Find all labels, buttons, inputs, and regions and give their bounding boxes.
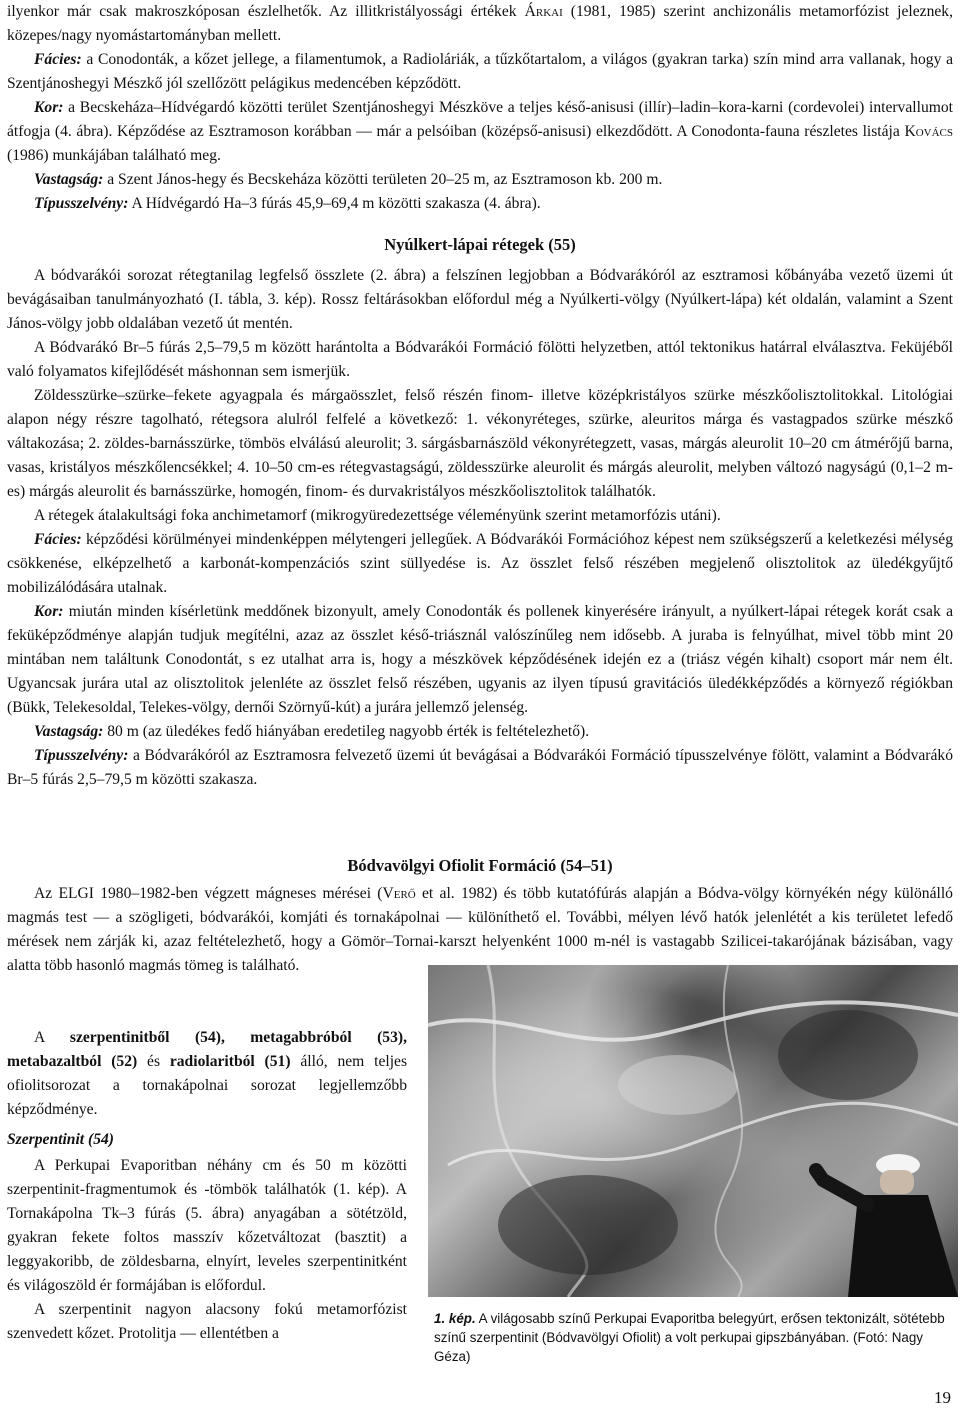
kor-paragraph: Kor: miután minden kísérletünk meddőnek bizonyult, amely Conodonták és pollenek kinyerésére irányult, a nyúlkert-lápai rétegek korát csak a feküképződménye alapján tudjuk megítélni, azaz az összlet késő-triásznál valószínűleg nem idősebb. A juraba is felnyúlhat, mivel több mint 20 mintában nem találtunk Conodontát, s ez utalhat arra is, hogy a mészkövek képződésének idején ez a (triász végén kihalt) csoport már nem élt. Ugyancsak jurára utal az olisztolitok jelenléte az összlet felső részében, ugyanis az ilyen típusú gravitációs üledékképződés a környező régiókban (Bükk, Telekesoldal, Telekes-völgy, dernői Szörnyű-kút) a jurára jellemző jelenség.	[7, 603, 953, 716]
paragraph: Az ELGI 1980–1982-ben végzett mágneses mérései (Verő et al. 1982) és több kutatófúrás alapján a Bódva-völgy környékén négy különálló magmás test — a szögligeti, bódvarákói, komjáti és tornakápolnai — különíthető el. További, mélyen lévő hatók jelenlétét a kis területet lefedő mérések nem zárják ki, azaz feltételezhető, hogy a Gömör–Tornai-karszt helyenként 1000 m-nél is vastagabb Szilicei-takarójának bázisában, vagy alatta több hasonló magmás tömeg is található.	[7, 885, 953, 974]
paragraph: A Perkupai Evaporitban néhány cm és 50 m közötti szerpentinit-fragmentumok és -tömbök találhatók (1. kép). A Tornakápolna Tk–3 fúrás (5. ábra) anyagában a sötétzöld, gyakran fekete foltos masszív kőzetváltozat (basztit) a leggyakoribb, de zöldesbarna, elnyírt, leveles szerpentinitként és világoszöld ér formájában is előfordul.	[7, 1157, 407, 1294]
caption-label: 1. kép.	[434, 1311, 476, 1326]
photo-serpentinite-outcrop	[428, 965, 958, 1297]
vastagsag-label: Vastagság:	[34, 171, 104, 188]
paragraph: ilyenkor már csak makroszkóposan észlelhetők. Az illitkristályossági értékek Árkai (1981, 1985) szerint anchizonális metamorfózist jeleznek, közepes/nagy nyomástartományban mellett.	[7, 3, 953, 44]
tipusszelveny-paragraph: Típusszelvény: a Bódvarákóról az Esztramosra felvezető üzemi út bevágásai a Bódvarákói Formáció típusszelvénye fölött, valamint a Bódvarákó Br–5 fúrás 2,5–79,5 m közötti szakasza.	[7, 747, 953, 788]
top-text-block	[7, 0, 953, 216]
facies-paragraph: Fácies: a Conodonták, a kőzet jellege, a filamentumok, a Radioláriák, a tűzkőtartalom, a világos (gyakran tarka) szín mind arra vallanak, hogy a Szentjánoshegyi Mészkő jól szellőzött pelágikus medencében képződött.	[7, 51, 953, 92]
paragraph: A szerpentinitből (54), metagabbróból (53), metabazaltból (52) és radiolaritból (51) álló, nem teljes ofiolitsorozat a tornakápolnai sorozat legjellemzőbb képződménye.	[7, 1029, 408, 1118]
tipusszelveny-paragraph: Típusszelvény: A Hídvégardó Ha–3 fúrás 45,9–69,4 m közötti szakasza (4. ábra).	[34, 195, 541, 212]
section-title: Bódvavölgyi Ofiolit Formáció (54–51)	[347, 856, 613, 875]
section-title: Nyúlkert-lápai rétegek (55)	[384, 235, 576, 254]
facies-label: Fácies:	[34, 51, 82, 68]
kor-label: Kor:	[34, 603, 64, 620]
kor-label: Kor:	[34, 99, 64, 116]
section-nyulkert	[7, 264, 953, 792]
figure-caption: 1. kép. A világosabb színű Perkupai Evaporitba belegyúrt, erősen tektonizált, sötétebb színű szerpentinit (Bódvavölgyi Ofiolit) a volt perkupai gipszbányában. (Fotó: Nagy Géza)	[434, 1311, 945, 1364]
author-name: Verő	[382, 885, 416, 902]
paragraph: A rétegek átalakultsági foka anchimetamorf (mikrogyüredezettsége véleményünk szerint metamorfózis utáni).	[34, 507, 721, 524]
page-number: 19	[934, 1388, 951, 1407]
vastagsag-label: Vastagság:	[34, 723, 104, 740]
kor-paragraph: Kor: a Becskeháza–Hídvégardó közötti terület Szentjánoshegyi Mészköve a teljes késő-anisusi (illír)–ladin–kora-karni (cordevolei) intervallumot átfogja (4. ábra). Képződése az Esztramoson korábban — már a pelsóiban (középső-anisusi) elkezdődött. A Conodonta-fauna részletes listája Kovács (1986) munkájában található meg.	[7, 99, 953, 164]
tipusszelveny-label: Típusszelvény:	[34, 195, 129, 212]
photo-texture	[428, 965, 958, 1297]
author-name: Árkai	[524, 3, 563, 20]
paragraph: A Bódvarákó Br–5 fúrás 2,5–79,5 m között harántolta a Bódvarákói Formáció fölötti helyzetben, attól tektonikus határral elválasztva. Feküjéből való folyamatos kifejlődését máshonnan sem ismerjük.	[7, 339, 953, 380]
author-name: Kovács	[904, 123, 953, 140]
subsection-title: Szerpentinit (54)	[7, 1131, 115, 1148]
paragraph: A szerpentinit nagyon alacsony fokú metamorfózist szenvedett kőzet. Protolitja — ellentétben a	[7, 1301, 407, 1342]
left-column	[7, 954, 407, 1346]
paragraph: A bódvarákói sorozat rétegtanilag legfelső összlete (2. ábra) a felszínen legjobban a Bódvarákóról az esztramosi kőbányába vezető üzemi út bevágásaiban tanulmányozható (I. tábla, 3. kép). Rossz feltárásokban előfordul még a Nyúlkerti-völgy (Nyúlkert-lápa) két oldalán, valamint a Szent János-völgy jobb oldalában vezető út mentén.	[7, 267, 953, 332]
vastagsag-paragraph: Vastagság: 80 m (az üledékes fedő hiányában eredetileg nagyobb érték is feltételezhető).	[34, 723, 590, 740]
tipusszelveny-label: Típusszelvény:	[34, 747, 129, 764]
facies-label: Fácies:	[34, 531, 82, 548]
paragraph: Zöldesszürke–szürke–fekete agyagpala és márgaösszlet, felső részén finom- illetve középkristályos szürke mészkőolisztolitokkal. Litológiai alapon négy részre tagolható, rétegsora alulról felfelé a következő: 1. vékonyréteges, szürke, aleuritos márga és vastagpados szürke mészkő váltakozása; 2. zöldes-barnásszürke, tömbös elválású aleurolit; 3. sárgásbarnászöld vékonyrétegzett, vasas, márgás aleurolit 10–20 cm átmérőjű barna, vasas, kristályos mészkőlencsékkel; 4. 10–50 cm-es rétegvastagságú, zöldesszürke aleurolit és márgás aleurolit, melyben változó nagyságú (0,1–2 m-es) márgás aleurolit és barnásszürke, homogén, finom- és durvakristályos mészkőolisztolitok találhatók.	[7, 387, 953, 500]
geologist-figure	[816, 1154, 958, 1297]
facies-paragraph: Fácies: képződési körülményei mindenképpen mélytengeri jellegűek. A Bódvarákói Formációhoz képest nem szükségszerű a keletkezési mélység csökkenése, elképzelhető a karbonát-kompenzációs szint süllyedése is. Az összlet felső részében megjelenő olisztolitok az üledékgyűjtő mobilizálódására utalnak.	[7, 531, 953, 596]
vastagsag-paragraph: Vastagság: a Szent János-hegy és Becskeháza közötti területen 20–25 m, az Esztramoson kb. 200 m.	[34, 171, 663, 188]
